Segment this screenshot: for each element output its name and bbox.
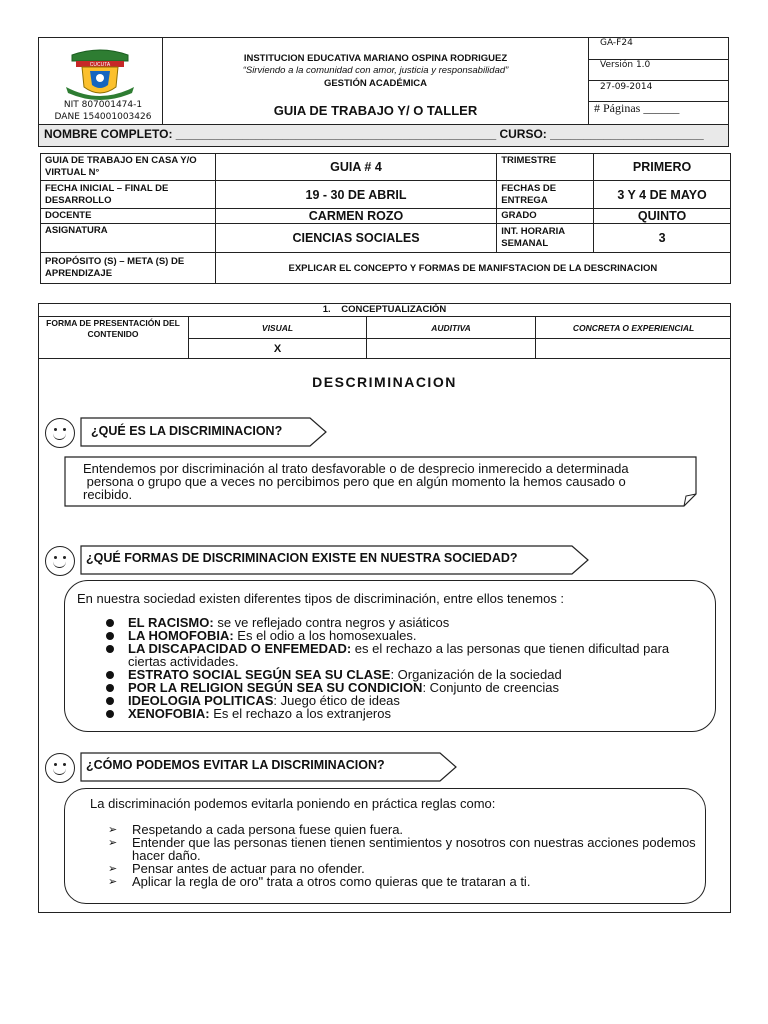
- development-dates-label: FECHA INICIAL – FINAL DE DESARROLLO: [41, 181, 216, 209]
- form-code: GA-F24: [600, 38, 633, 48]
- document-title: GUIA DE TRABAJO Y/ O TALLER: [273, 103, 478, 118]
- list-item: POR LA RELIGION SEGÚN SEA SU CONDICION: Conjunto de creencias: [104, 681, 710, 694]
- guide-info-table: [40, 153, 731, 284]
- grade-value: QUINTO: [594, 209, 731, 224]
- weekly-hours-label: INT. HORARIA SEMANAL: [497, 224, 594, 253]
- dane-number: DANE 154001003426: [54, 112, 152, 122]
- list-item: EL RACISMO: se ve reflejado contra negros y asiáticos: [104, 616, 710, 629]
- answer-3-intro: La discriminación podemos evitarla poniendo en práctica reglas como:: [90, 796, 496, 811]
- delivery-dates-label: FECHAS DE ENTREGA: [497, 181, 594, 209]
- guide-number-label: GUIA DE TRABAJO EN CASA Y/O VIRTUAL N°: [41, 154, 216, 181]
- list-item: ➢ Respetando a cada persona fuese quien fuera.: [108, 823, 698, 836]
- delivery-dates-value: 3 Y 4 DE MAYO: [594, 181, 731, 209]
- main-title: DESCRIMINACION: [312, 374, 457, 390]
- weekly-hours-value: 3: [594, 224, 731, 253]
- list-item: ➢ Entender que las personas tienen tienen sentimientos y nosotros con nuestras acciones podemos hacer daño.: [108, 836, 698, 862]
- column-concreta: CONCRETA O EXPERIENCIAL: [572, 323, 695, 333]
- visual-mark: X: [273, 342, 282, 355]
- page-count: # Páginas ______: [594, 101, 680, 115]
- list-item: ESTRATO SOCIAL SEGÚN SEA SU CLASE: Organización de la sociedad: [104, 668, 710, 681]
- list-item: IDEOLOGIA POLITICAS: Juego ético de ideas: [104, 694, 710, 707]
- form-date: 27-09-2014: [600, 82, 653, 92]
- development-dates-value: 19 - 30 DE ABRIL: [215, 181, 496, 209]
- header-divider-right: [588, 37, 589, 125]
- grade-label: GRADO: [497, 209, 594, 224]
- section-conceptualization-title: 1. CONCEPTUALIZACIÓN: [322, 304, 447, 315]
- student-name-course-line: NOMBRE COMPLETO: ________________________________________________ CURSO: _______________________: [44, 127, 704, 141]
- term-value: PRIMERO: [594, 154, 731, 181]
- nit-number: NIT 807001474-1: [63, 100, 143, 110]
- institution-motto: “Sirviendo a la comunidad con amor, justicia y responsabilidad”: [242, 65, 509, 76]
- school-crest-logo: [62, 47, 138, 101]
- column-visual: VISUAL: [261, 323, 294, 333]
- list-item: LA DISCAPACIDAD O ENFEMEDAD: es el rechazo a las personas que tienen dificultad para ciertas actividades.: [104, 642, 710, 668]
- answer-1-line-2: persona o grupo que a veces no percibimos pero que en algún momento la hemos causado o: [83, 474, 626, 489]
- smiley-icon: [45, 418, 75, 448]
- list-item: XENOFOBIA: Es el rechazo a los extranjeros: [104, 707, 710, 720]
- question-1: ¿QUÉ ES LA DISCRIMINACION?: [91, 424, 283, 438]
- purpose-value: EXPLICAR EL CONCEPTO Y FORMAS DE MANIFSTACION DE LA DESCRINACION: [215, 253, 730, 284]
- department-name: GESTIÓN ACADÉMICA: [323, 78, 428, 89]
- list-item: ➢ Pensar antes de actuar para no ofender.: [108, 862, 698, 875]
- prevention-rules-list: [108, 823, 698, 888]
- subject-label: ASIGNATURA: [41, 224, 216, 253]
- column-auditiva: AUDITIVA: [431, 323, 471, 333]
- presentation-form-label: FORMA DE PRESENTACIÓN DEL CONTENIDO: [46, 318, 180, 339]
- crest-banner-text: CUCUTA: [89, 62, 111, 68]
- list-item: ➢ Aplicar la regla de oro" trata a otros como quieras que te trataran a ti.: [108, 875, 698, 888]
- smiley-icon: [45, 546, 75, 576]
- answer-1-line-1: Entendemos por discriminación al trato desfavorable o de desprecio inmerecido a determinada: [83, 461, 629, 476]
- question-2: ¿QUÉ FORMAS DE DISCRIMINACION EXISTE EN NUESTRA SOCIEDAD?: [86, 551, 518, 565]
- answer-1-line-3: recibido.: [83, 487, 133, 502]
- smiley-icon: [45, 753, 75, 783]
- question-3: ¿CÓMO PODEMOS EVITAR LA DISCRIMINACION?: [86, 758, 385, 772]
- answer-2-intro: En nuestra sociedad existen diferentes tipos de discriminación, entre ellos tenemos :: [77, 591, 565, 606]
- guide-number-value: GUIA # 4: [215, 154, 496, 181]
- list-item: LA HOMOFOBIA: Es el odio a los homosexuales.: [104, 629, 710, 642]
- teacher-value: CARMEN ROZO: [215, 209, 496, 224]
- discrimination-forms-list: [104, 616, 710, 720]
- subject-value: CIENCIAS SOCIALES: [215, 224, 496, 253]
- term-label: TRIMESTRE: [497, 154, 594, 181]
- institution-name: INSTITUCION EDUCATIVA MARIANO OSPINA RODRIGUEZ: [243, 53, 508, 64]
- purpose-label: PROPÓSITO (S) – META (S) DE APRENDIZAJE: [41, 253, 216, 284]
- teacher-label: DOCENTE: [41, 209, 216, 224]
- form-version: Versión 1.0: [600, 60, 651, 70]
